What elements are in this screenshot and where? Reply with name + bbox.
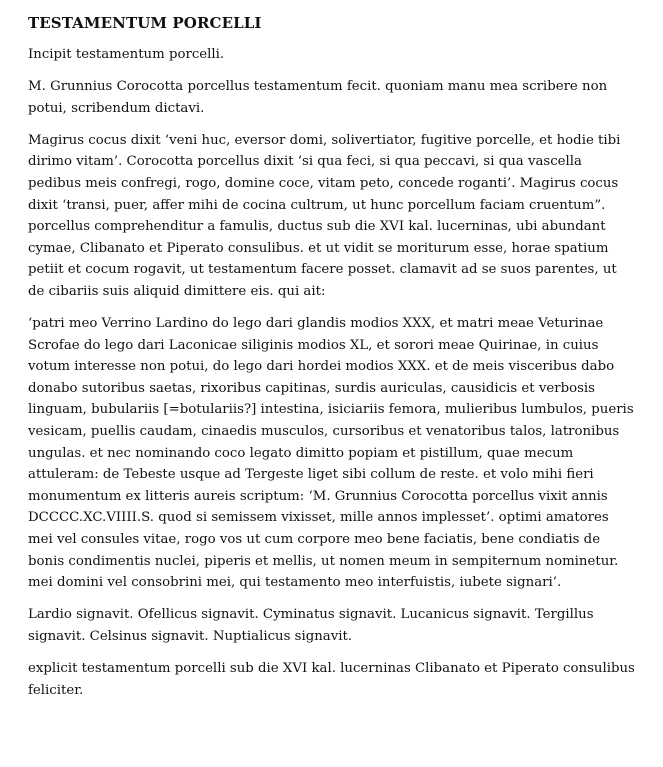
document-title: TESTAMENTUM PORCELLI <box>28 14 262 32</box>
paragraph-bequests: ‘patri meo Verrino Lardino do lego dari glandis modios XXX, et matri meae Veturinae Scrofae do lego dari Laconicae siliginis modios XL, et sorori meae Quirinae, in cuius votum interesse non potui, do lego dari hordei modios XXX. et de meis visceribus dabo donabo sutoribus saetas, rixoribus capitinas, surdis auriculas, causidicis et verbosis linguam, bubulariis [=botulariis?] intestina, isiciariis femora, mulieribus lumbulos, pueris vesicam, puellis caudam, cinaedis musculos, cursoribus et venatoribus talos, latronibus ungulas. et nec nominando coco legato dimitto popiam et pistillum, quae mecum attuleram: de Tebeste usque ad Tergeste liget sibi collum de reste. et volo mihi fieri monumentum ex litteris aureis scriptum: ‘M. Grunnius Corocotta porcellus vixit annis DCCCC.XC.VIIII.S. quod si semissem vixisset, mille annos implesset’. optimi amatores mei vel consules vitae, rogo vos ut cum corpore meo bene faciatis, bene condiatis de bonis condimentis nuclei, piperis et mellis, ut nomen meum in sempiternum nominetur. mei domini vel consobrini mei, qui testamento meo interfuistis, iubete signari’. <box>28 316 634 591</box>
paragraph-explicit: explicit testamentum porcelli sub die XVI kal. lucerninas Clibanato et Piperato consulibus feliciter. <box>28 660 635 698</box>
paragraph-signatories: Lardio signavit. Ofellicus signavit. Cyminatus signavit. Lucanicus signavit. Tergillus signavit. Celsinus signavit. Nuptialicus signavit. <box>28 607 594 644</box>
paragraph-narrative: Magirus cocus dixit ‘veni huc, eversor domi, solivertiator, fugitive porcelle, et hodie tibi dirimo vitam’. Corocotta porcellus dixit ‘si qua feci, si qua peccavi, si qua vascella pedibus meis confregi, rogo, domine coce, vitam peto, concede roganti’. Magirus cocus dixit ‘transi, puer, affer mihi de cocina cultrum, ut hunc porcellum faciam cruentum”. porcellus comprehenditur a famulis, ductus sub die XVI kal. lucerninas, ubi abundant cymae, Clibanato et Piperato consulibus. et ut vidit se moriturum esse, horae spatium petiit et cocum rogavit, ut testamentum facere posset. clamavit ad se suos parentes, ut de cibariis suis aliquid dimittere eis. qui ait: <box>28 132 621 299</box>
paragraph-incipit: Incipit testamentum porcelli. <box>28 47 225 62</box>
paragraph-preamble: M. Grunnius Corocotta porcellus testamentum fecit. quoniam manu mea scribere non potui, scribendum dictavi. <box>28 79 608 116</box>
